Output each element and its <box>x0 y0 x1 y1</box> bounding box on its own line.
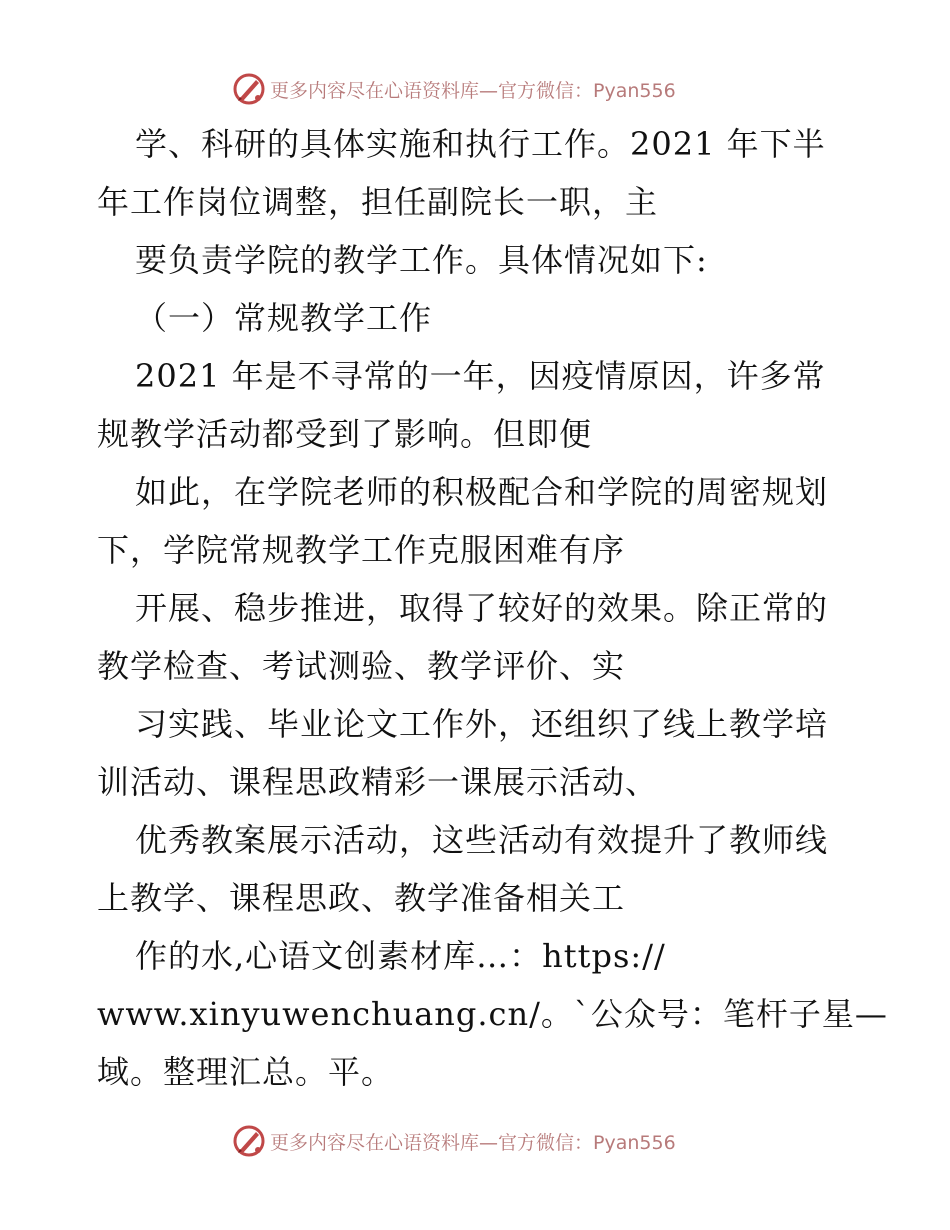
watermark-footer <box>232 1124 676 1158</box>
watermark-footer-text: 更多内容尽在心语资料库—官方微信：Pyan556 <box>270 1131 676 1154</box>
body-line-url: www.xinyuwenchuang.cn/。`公众号：笔杆子星— <box>97 995 888 1033</box>
body-line: 作的水,心语文创素材库…：https:// <box>135 937 666 975</box>
body-line: 训活动、课程思政精彩一课展示活动、 <box>97 763 659 801</box>
body-line: 开展、稳步推进，取得了较好的效果。除正常的 <box>135 589 829 627</box>
watermark-header-text: 更多内容尽在心语资料库—官方微信：Pyan556 <box>270 79 676 102</box>
body-line: 如此，在学院老师的积极配合和学院的周密规划 <box>135 473 829 511</box>
section-heading: （一）常规教学工作 <box>135 299 433 337</box>
body-line: 域。整理汇总。平。 <box>97 1053 395 1091</box>
body-line: 下，学院常规教学工作克服困难有序 <box>97 531 626 569</box>
body-line: 上教学、课程思政、教学准备相关工 <box>97 879 626 917</box>
watermark-header <box>232 72 676 106</box>
pen-logo-icon <box>232 72 266 106</box>
body-line: 2021 年是不寻常的一年，因疫情原因，许多常 <box>135 357 826 395</box>
body-line: 学、科研的具体实施和执行工作。2021 年下半 <box>135 125 826 163</box>
body-line: 年工作岗位调整，担任副院长一职，主 <box>97 183 659 221</box>
body-line: 教学检查、考试测验、教学评价、实 <box>97 647 626 685</box>
body-line: 要负责学院的教学工作。具体情况如下: <box>135 241 708 279</box>
body-line: 规教学活动都受到了影响。但即便 <box>97 415 593 453</box>
body-line: 优秀教案展示活动，这些活动有效提升了教师线 <box>135 821 829 859</box>
body-line: 习实践、毕业论文工作外，还组织了线上教学培 <box>135 705 829 743</box>
pen-logo-icon <box>232 1124 266 1158</box>
